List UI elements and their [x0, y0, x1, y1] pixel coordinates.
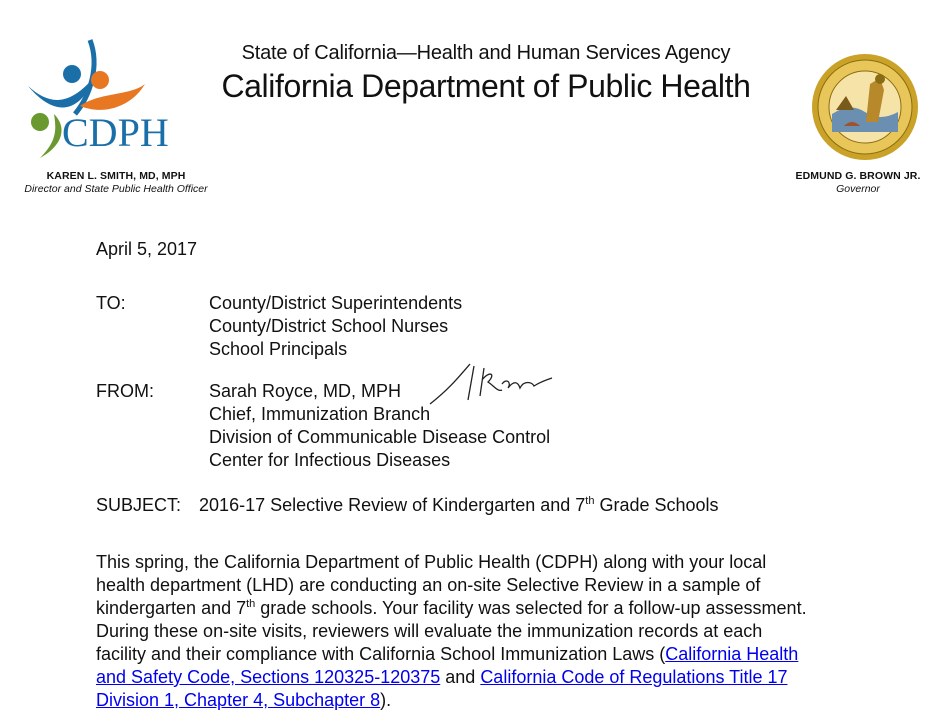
subject-text: 2016-17 Selective Review of Kindergarten and 7th Grade Schools — [199, 495, 719, 515]
health-safety-code-link[interactable]: California Health — [665, 644, 799, 664]
to-line: School Principals — [209, 339, 348, 359]
director-name: KAREN L. SMITH, MD, MPH — [46, 170, 186, 182]
body-paragraph — [96, 551, 896, 712]
paragraph-line: During these on-site visits, reviewers will evaluate the immunization records at each — [96, 621, 763, 641]
from-line: Chief, Immunization Branch — [209, 404, 431, 424]
logo-green-head — [31, 113, 49, 131]
from-line: Sarah Royce, MD, MPH — [209, 381, 402, 401]
paragraph-line: facility and their compliance with California School Immunization Laws (California Health — [96, 644, 799, 664]
to-label: TO: — [96, 293, 126, 313]
agency-title: State of California—Health and Human Services Agency — [241, 42, 731, 64]
governor-block — [790, 170, 926, 195]
to-line: County/District Superintendents — [209, 293, 463, 313]
logo-blue-head — [63, 65, 81, 83]
paragraph-line: kindergarten and 7th grade schools. Your facility was selected for a follow-up assessment. — [96, 598, 807, 618]
from-label: FROM: — [96, 381, 154, 401]
regulations-title17-link-cont[interactable]: Division 1, Chapter 4, Subchapter 8 — [96, 690, 381, 710]
director-title: Director and State Public Health Officer — [24, 183, 208, 195]
cdph-logo — [20, 36, 200, 162]
from-line: Division of Communicable Disease Control — [209, 427, 551, 447]
logo-text: CDPH — [62, 110, 169, 155]
logo-orange-head — [91, 71, 109, 89]
governor-name: EDMUND G. BROWN JR. — [795, 170, 921, 182]
subject-line — [96, 494, 719, 517]
paragraph-line: health department (LHD) are conducting an on-site Selective Review in a sample of — [96, 575, 761, 595]
to-recipients — [209, 292, 462, 361]
governor-title: Governor — [836, 183, 880, 195]
to-line: County/District School Nurses — [209, 316, 449, 336]
paragraph-line: and Safety Code, Sections 120325-120375 and California Code of Regulations Title 17 — [96, 667, 788, 687]
paragraph-line: This spring, the California Department of Public Health (CDPH) along with your local — [96, 552, 767, 572]
state-seal — [810, 52, 920, 162]
from-line: Center for Infectious Diseases — [209, 450, 451, 470]
handwritten-signature — [428, 360, 558, 410]
regulations-title17-link[interactable]: California Code of Regulations Title 17 — [480, 667, 788, 687]
health-safety-code-link-cont[interactable]: and Safety Code, Sections 120325-120375 — [96, 667, 441, 687]
subject-label: SUBJECT: — [96, 495, 182, 515]
memo-date: April 5, 2017 — [96, 239, 198, 259]
department-title: California Department of Public Health — [221, 68, 751, 104]
paragraph-line: Division 1, Chapter 4, Subchapter 8). — [96, 690, 392, 710]
director-block — [16, 170, 216, 195]
